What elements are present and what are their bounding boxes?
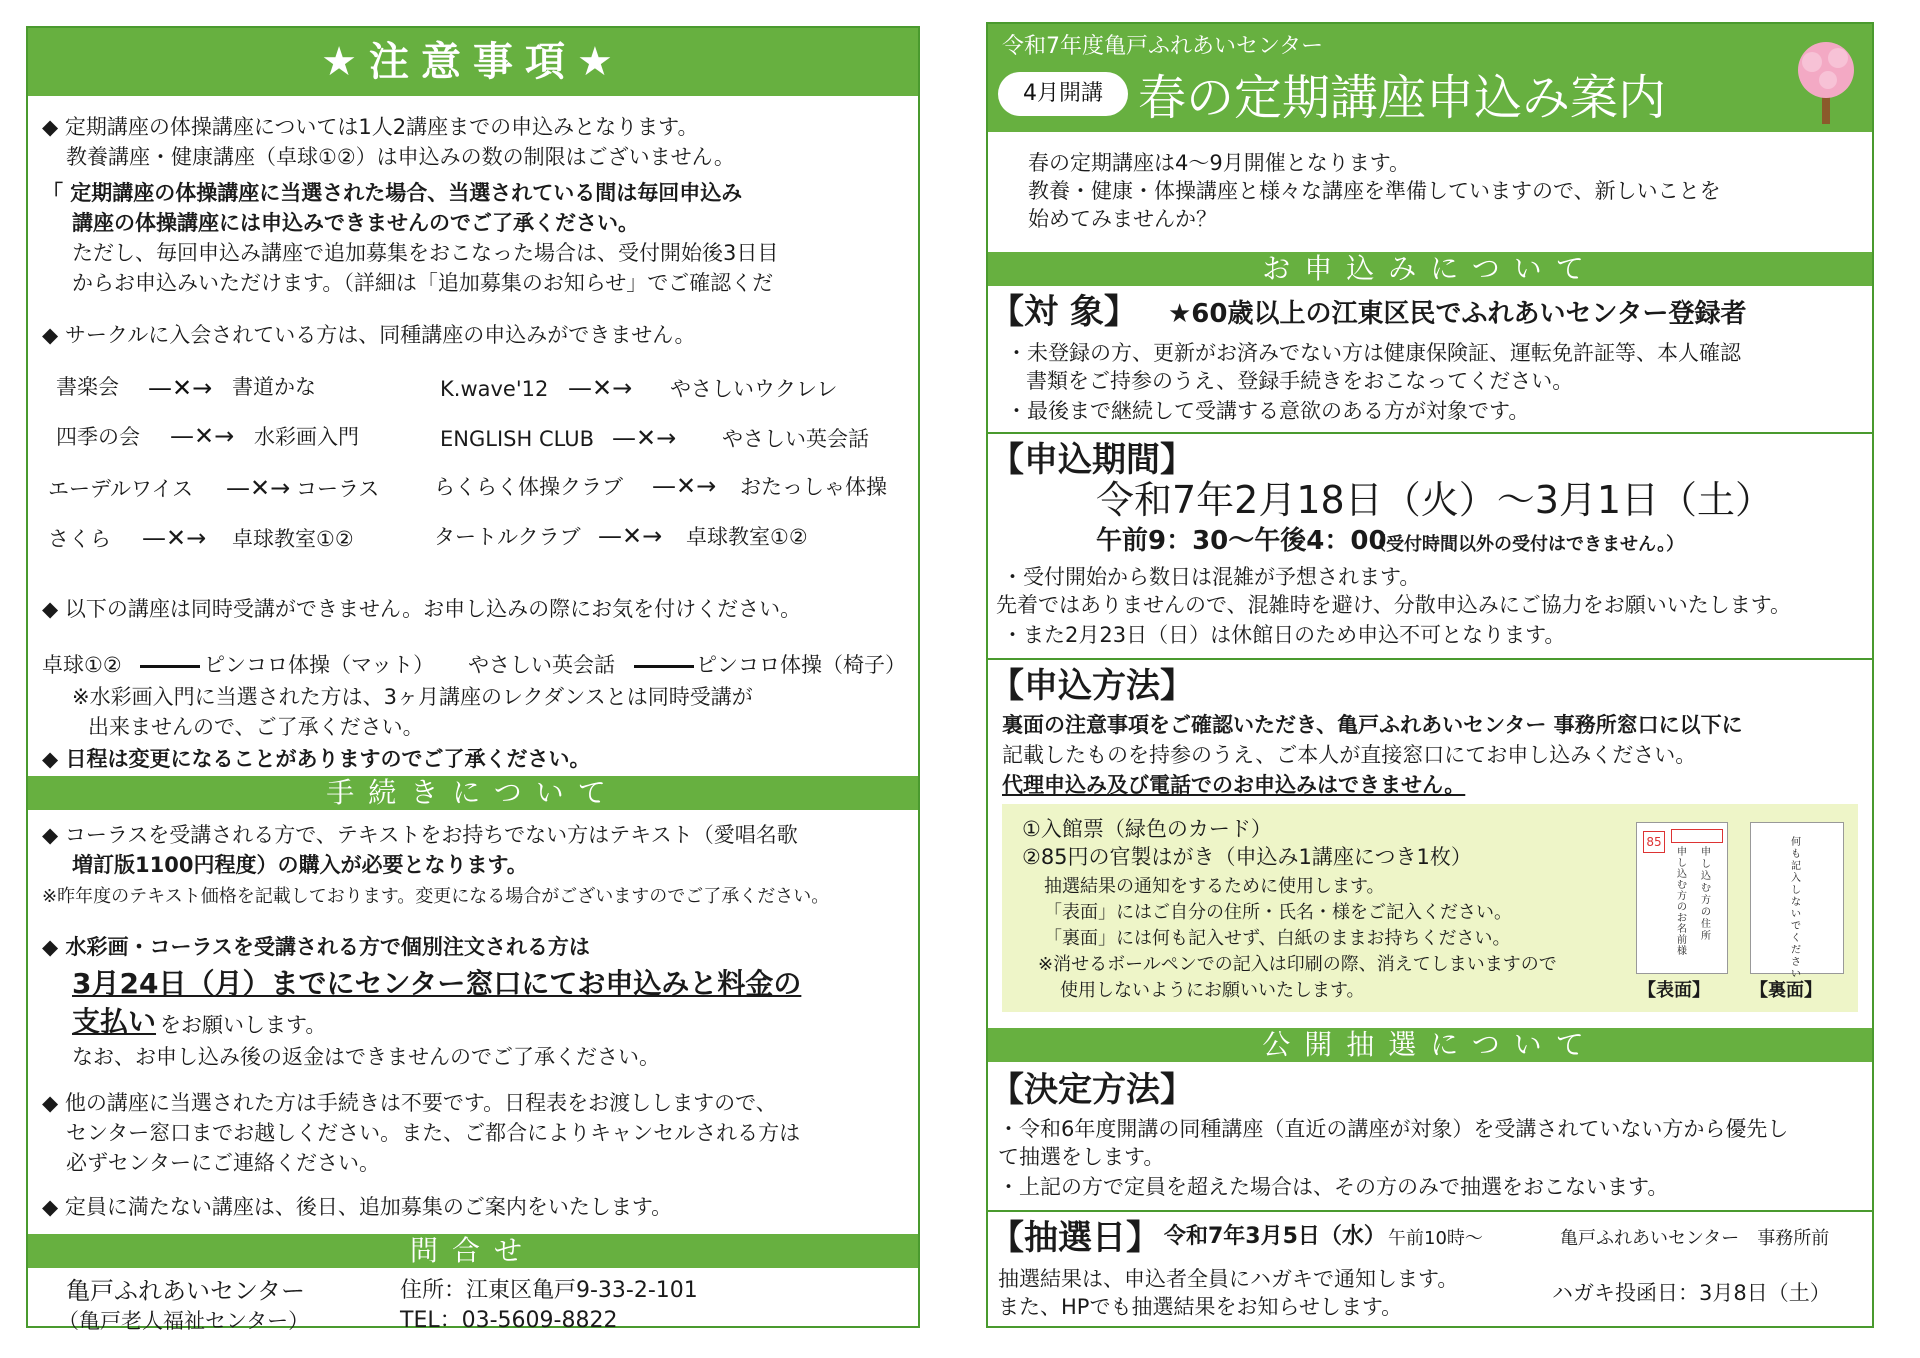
watercolor-note1: ※水彩画入門に当選された方は、3ヶ月講座のレクダンスとは同時受講が (72, 685, 753, 709)
start-badge: 4月開講 (998, 72, 1128, 116)
section-divider (988, 658, 1872, 660)
concurrent-a1: 卓球①② (42, 653, 122, 677)
intro-line: 教養・健康・体操講座と様々な講座を準備していますので、新しいことを (1028, 179, 1721, 203)
pair-a: エーデルワイス (48, 477, 194, 501)
lottery-line: 抽選結果は、申込者全員にハガキで通知します。 (998, 1267, 1459, 1291)
contact-tel: TEL：03-5609-8822 (400, 1308, 618, 1333)
postcard-front-address: 申し込む方の住所 (1701, 847, 1711, 942)
no-cross-arrow-icon: —✕→ (170, 422, 235, 450)
dash-line (634, 665, 694, 668)
method-line: 代理申込み及び電話でのお申込みはできません。 (1002, 773, 1466, 797)
period-time-note: （受付時間以外の受付はできません。） (1368, 534, 1685, 555)
notice-p2: 教養講座・健康講座（卓球①②）は申込みの数の制限はございません。 (66, 145, 735, 169)
no-cross-arrow-icon: —✕→ (612, 424, 677, 452)
pair-a: らくらく体操クラブ (434, 475, 623, 499)
pair-a: ENGLISH CLUB (440, 427, 595, 451)
proc-line: 必ずセンターにご連絡ください。 (66, 1151, 380, 1175)
concurrent-b2: ピンコロ体操（椅子） (696, 653, 906, 677)
req-item: 「表面」にはご自分の住所・氏名・様をご記入ください。 (1044, 902, 1512, 923)
cherry-tree-icon (1788, 34, 1864, 126)
method-label: 【申込方法】 (990, 666, 1194, 706)
target-main: ★60歳以上の江東区民でふれあいセンター登録者 (1168, 299, 1747, 329)
apply-header: お申込みについて (988, 252, 1872, 286)
target-line: 書類をご持参のうえ、登録手続きをおこなってください。 (1026, 369, 1574, 393)
pair-b: やさしいウクレレ (670, 377, 838, 401)
notice-p3: 「 定期講座の体操講座に当選された場合、当選されている間は毎回申込み (42, 181, 743, 205)
proc-line: をお願いします。 (160, 1013, 327, 1037)
req-item: ※消せるボールペンでの記入は印刷の際、消えてしまいますので (1038, 954, 1557, 975)
postcard-front (1636, 822, 1728, 974)
proc-line: なお、お申し込み後の返金はできませんのでご了承ください。 (72, 1045, 660, 1069)
pair-b: やさしい英会話 (722, 427, 869, 451)
circle-note: ◆ サークルに入会されている方は、同種講座の申込みができません。 (42, 323, 696, 347)
lottery-day-time: 午前10時～ (1388, 1228, 1483, 1249)
pair-b: 卓球教室①② (232, 527, 354, 551)
contact-header: 問合せ (28, 1234, 918, 1268)
period-time: 午前9：30～午後4：00 (1096, 526, 1387, 556)
procedure-header: 手続きについて (28, 776, 918, 810)
section-divider (988, 432, 1872, 434)
method-line: 記載したものを持参のうえ、ご本人が直接窓口にてお申し込みください。 (1002, 743, 1697, 767)
lottery-day-label: 【抽選日】 (990, 1218, 1160, 1258)
target-label: 【対 象】 (990, 292, 1138, 332)
concurrent-note: ◆ 以下の講座は同時受講ができません。お申し込みの際にお気を付けください。 (42, 597, 802, 621)
proc-line: ◆ コーラスを受講される方で、テキストをお持ちでない方はテキスト（愛唱名歌 (42, 823, 798, 847)
watercolor-note2: 出来ませんので、ご了承ください。 (88, 715, 424, 739)
decide-line: て抽選をします。 (998, 1145, 1165, 1169)
postcard-stamp: 85 (1643, 831, 1665, 853)
req-item: ①入館票（緑色のカード） (1022, 817, 1272, 841)
no-cross-arrow-icon: —✕→ (226, 474, 291, 502)
proc-line: センター窓口までお越しください。また、ご都合によりキャンセルされる方は (66, 1121, 801, 1145)
notice-panel (26, 26, 920, 1333)
period-line: 先着ではありませんので、混雑時を避け、分散申込みにご協力をお願いいたします。 (996, 593, 1792, 617)
decide-line: ・上記の方で定員を超えた場合は、その方のみで抽選をおこないます。 (998, 1175, 1669, 1199)
postcard-front-name: 申し込む方のお名前 様 (1677, 847, 1697, 957)
pair-a: さくら (48, 527, 111, 551)
proc-line: ※昨年度のテキスト価格を記載しております。変更になる場合がございますのでご了承ください。 (42, 886, 830, 907)
pair-b: おたっしゃ体操 (740, 475, 887, 499)
pair-b: コーラス (296, 477, 380, 501)
postcard-back-label: 【裏面】 (1750, 980, 1822, 1001)
no-cross-arrow-icon: —✕→ (568, 374, 633, 402)
postcode-boxes (1671, 829, 1723, 843)
pair-a: 書楽会 (56, 375, 119, 399)
intro-line: 春の定期講座は4～9月開催となります。 (1028, 151, 1411, 175)
period-dates: 令和7年2月18日（火）～3月1日（土） (1096, 478, 1774, 522)
postcard-back (1750, 822, 1844, 980)
req-item: 「裏面」には何も記入せず、白紙のままお持ちください。 (1044, 928, 1511, 949)
period-label: 【申込期間】 (990, 440, 1194, 480)
lottery-day-place: 亀戸ふれあいセンター 事務所前 (1560, 1228, 1830, 1249)
main-title: 春の定期講座申込み案内 (1138, 70, 1667, 126)
pair-b: 書道かな (232, 375, 316, 399)
decide-line: ・令和6年度開講の同種講座（直近の講座が対象）を受講されていない方から優先し (998, 1117, 1789, 1141)
period-line: ・受付開始から数日は混雑が予想されます。 (1002, 565, 1421, 589)
pair-b: 水彩画入門 (254, 425, 359, 449)
target-line: ・最後まで継続して受講する意欲のある方が対象です。 (1006, 399, 1530, 423)
postcard-front-label: 【表面】 (1638, 980, 1710, 1001)
period-line: ・また2月23日（日）は休館日のため申込不可となります。 (1002, 623, 1566, 647)
guide-panel (986, 22, 1874, 1328)
proc-line: ◆ 水彩画・コーラスを受講される方で個別注文される方は (42, 935, 590, 959)
target-line: ・未登録の方、更新がお済みでない方は健康保険証、運転免許証等、本人確認 (1006, 341, 1741, 365)
no-cross-arrow-icon: —✕→ (598, 522, 663, 550)
proc-payment: 支払い (72, 1005, 157, 1038)
section-divider (988, 1210, 1872, 1212)
schedule-note: ◆ 日程は変更になることがありますのでご了承ください。 (42, 747, 591, 771)
req-item: ②85円の官製はがき（申込み1講座につき1枚） (1022, 845, 1472, 869)
pair-b: 卓球教室①② (686, 525, 808, 549)
notice-p1: ◆ 定期講座の体操講座については1人2講座までの申込みとなります。 (42, 115, 699, 139)
dash-line (140, 665, 200, 668)
lottery-header: 公開抽選について (988, 1028, 1872, 1062)
concurrent-b1: ピンコロ体操（マット） (204, 653, 435, 677)
contact-name: 亀戸ふれあいセンター (66, 1277, 306, 1305)
pair-a: K.wave'12 (440, 377, 549, 401)
notice-p6: からお申込みいただけます。（詳細は「追加募集のお知らせ」でご確認くだ (72, 271, 774, 295)
concurrent-a2: やさしい英会話 (468, 653, 615, 677)
notice-p4: 講座の体操講座には申込みできませんのでご了承ください。 (72, 211, 639, 235)
lottery-day-date: 令和7年3月5日（水） (1164, 1224, 1386, 1249)
proc-line: ◆ 定員に満たない講座は、後日、追加募集のご案内をいたします。 (42, 1195, 673, 1219)
contact-sub: （亀戸老人福祉センター） (58, 1309, 310, 1333)
org-name: 令和7年度亀戸ふれあいセンター (1002, 34, 1324, 59)
req-item: 使用しないようにお願いいたします。 (1060, 980, 1365, 1001)
postcard-mail-date: ハガキ投函日：3月8日（土） (1552, 1281, 1831, 1305)
notice-title: ★注意事項★ (28, 28, 918, 96)
pair-a: タートルクラブ (434, 525, 581, 549)
method-line: 裏面の注意事項をご確認いただき、亀戸ふれあいセンター 事務所窓口に以下に (1002, 713, 1743, 737)
contact-address: 住所：江東区亀戸9-33-2-101 (400, 1278, 698, 1303)
proc-line: ◆ 他の講座に当選された方は手続きは不要です。日程表をお渡ししますので、 (42, 1091, 777, 1115)
notice-p5: ただし、毎回申込み講座で追加募集をおこなった場合は、受付開始後3日目 (72, 241, 779, 265)
decide-label: 【決定方法】 (990, 1070, 1194, 1110)
no-cross-arrow-icon: —✕→ (652, 472, 717, 500)
postcard-back-text: 何も記入しないでください (1791, 837, 1801, 980)
intro-line: 始めてみませんか？ (1028, 207, 1217, 231)
no-cross-arrow-icon: —✕→ (148, 374, 213, 402)
req-item: 抽選結果の通知をするために使用します。 (1044, 876, 1385, 897)
lottery-line: また、HPでも抽選結果をお知らせします。 (998, 1295, 1403, 1319)
no-cross-arrow-icon: —✕→ (142, 524, 207, 552)
proc-line: 増訂版1100円程度）の購入が必要となります。 (72, 853, 528, 877)
pair-a: 四季の会 (56, 425, 140, 449)
proc-deadline: 3月24日（月）までにセンター窓口にてお申込みと料金の (72, 967, 802, 1000)
